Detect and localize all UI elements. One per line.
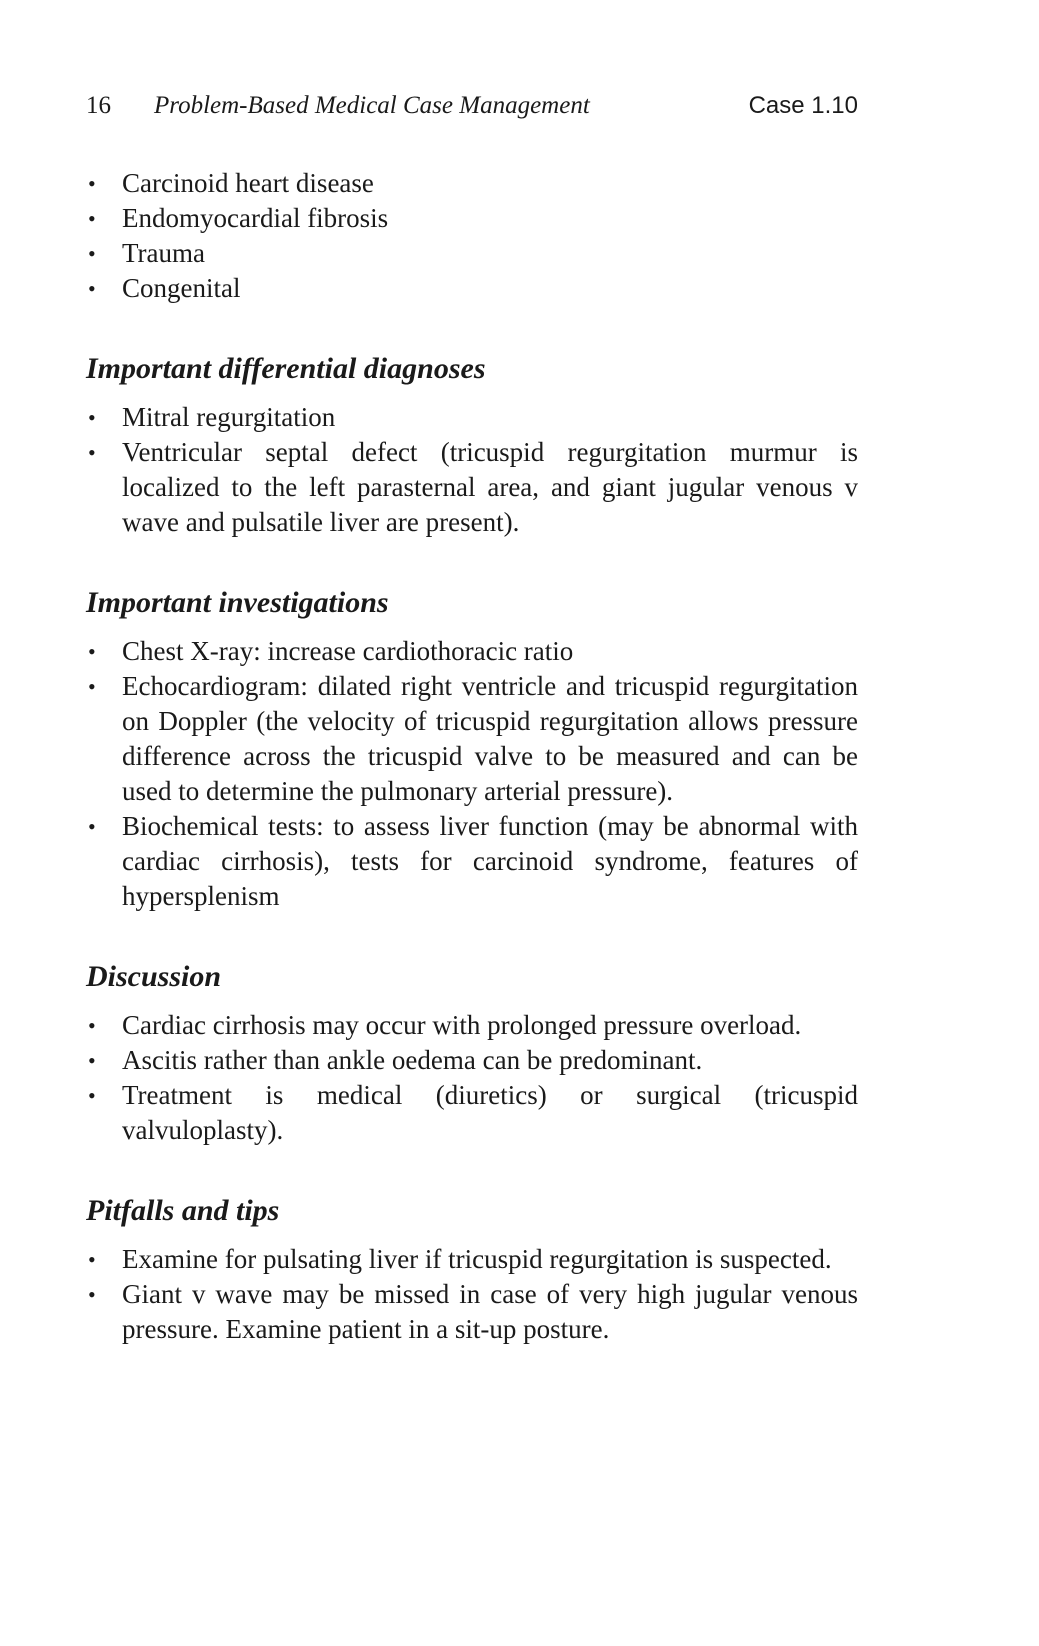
list-item: • Echocardiogram: dilated right ventricle and tricuspid regurgitation on Doppler (the velocity of tricuspid regurgitation allows pressure difference across the tricuspid valve to be measured and can be used to determine the pulmonary arterial pressure). xyxy=(88,671,858,806)
bullet-icon: • xyxy=(88,1247,96,1272)
case-label: Case 1.10 xyxy=(748,92,858,119)
list-item: • Examine for pulsating liver if tricuspid regurgitation is suspected. xyxy=(86,1242,858,1277)
bullet-icon: • xyxy=(88,440,96,465)
bullet-icon: • xyxy=(88,241,96,266)
bullet-icon: • xyxy=(88,1048,96,1073)
investigations-list xyxy=(86,634,858,914)
page-content xyxy=(86,166,858,1347)
section-title-discussion: Discussion xyxy=(86,960,222,993)
bullet-icon: • xyxy=(88,639,96,664)
bullet-icon: • xyxy=(88,276,96,301)
differential-diagnoses-list xyxy=(86,400,858,540)
list-item: • Endomyocardial fibrosis xyxy=(86,201,858,236)
pitfalls-list xyxy=(86,1242,858,1347)
list-item: • Carcinoid heart disease xyxy=(86,166,858,201)
bullet-icon: • xyxy=(88,206,96,231)
list-item: • Treatment is medical (diuretics) or surgical (tricuspid valvuloplasty). xyxy=(88,1080,858,1145)
discussion-list xyxy=(86,1008,858,1148)
list-item: • Biochemical tests: to assess liver function (may be abnormal with cardiac cirrhosis), tests for carcinoid syndrome, features of hypersplenism xyxy=(88,811,858,911)
bullet-icon: • xyxy=(88,1083,96,1108)
section-title-differential-diagnoses: Important differential diagnoses xyxy=(86,352,486,385)
bullet-icon: • xyxy=(88,171,96,196)
running-head xyxy=(86,88,858,124)
bullet-icon: • xyxy=(88,405,96,430)
list-item: • Ascitis rather than ankle oedema can be predominant. xyxy=(86,1043,858,1078)
list-item: • Ventricular septal defect (tricuspid regurgitation murmur is localized to the left parasternal area, and giant jugular venous v wave and pulsatile liver are present). xyxy=(88,437,858,537)
causes-list xyxy=(86,166,858,306)
list-item: • Cardiac cirrhosis may occur with prolonged pressure overload. xyxy=(86,1008,858,1043)
page-number: 16 xyxy=(86,92,111,119)
list-item: • Chest X-ray: increase cardiothoracic ratio xyxy=(86,634,858,669)
bullet-icon: • xyxy=(88,814,96,839)
list-item: • Trauma xyxy=(86,236,858,271)
bullet-icon: • xyxy=(88,674,96,699)
bullet-icon: • xyxy=(88,1013,96,1038)
list-item: • Mitral regurgitation xyxy=(86,400,858,435)
bullet-icon: • xyxy=(88,1282,96,1307)
book-title: Problem-Based Medical Case Management xyxy=(154,92,590,119)
section-title-pitfalls-and-tips: Pitfalls and tips xyxy=(86,1194,280,1227)
list-item: • Giant v wave may be missed in case of very high jugular venous pressure. Examine patient in a sit-up posture. xyxy=(88,1279,858,1344)
list-item: • Congenital xyxy=(86,271,858,306)
section-title-investigations: Important investigations xyxy=(86,586,389,619)
